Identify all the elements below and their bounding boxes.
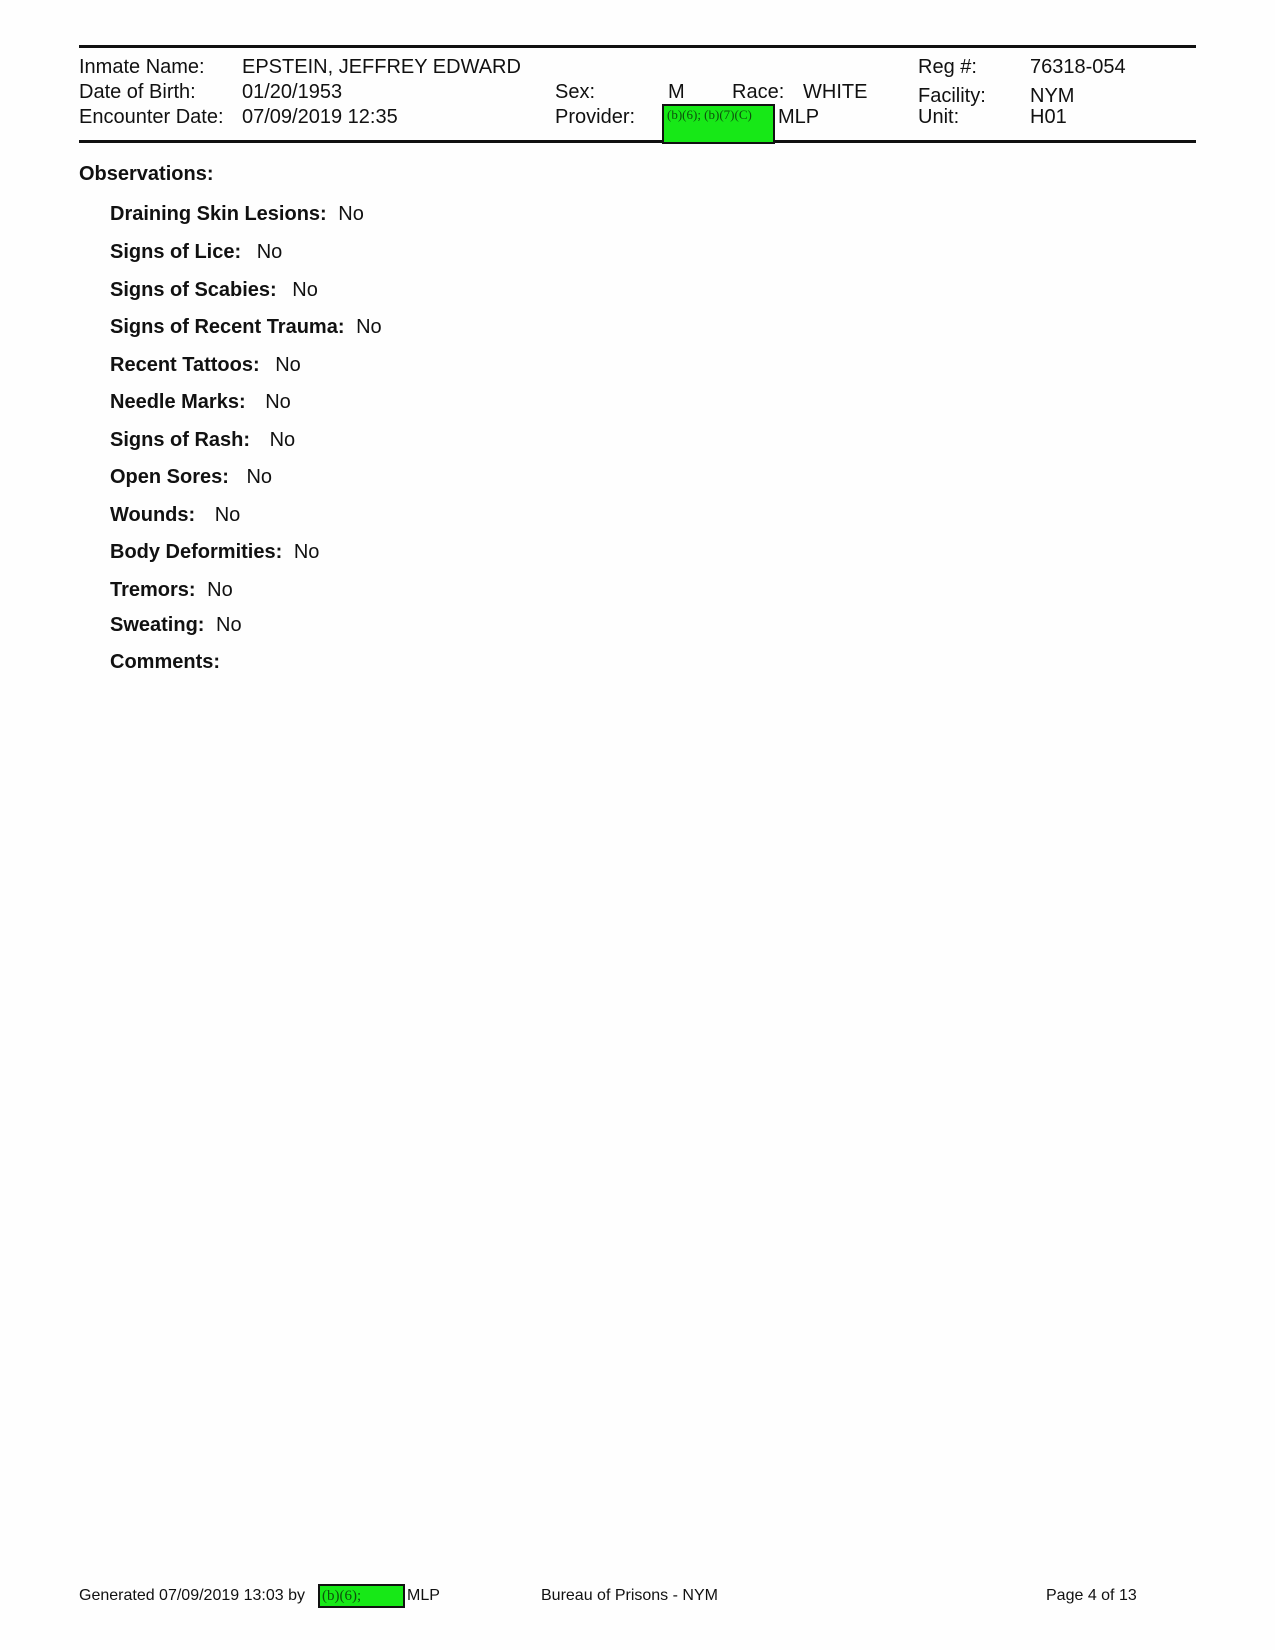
observation-value: No	[293, 541, 320, 563]
footer-redaction-box: (b)(6);	[318, 1584, 405, 1608]
comments-row	[110, 651, 220, 674]
reg-number-label: Reg #:	[918, 56, 977, 78]
observation-label: Signs of Recent Trauma:	[110, 316, 345, 338]
observation-value: No	[246, 466, 273, 488]
observation-value: No	[265, 391, 291, 413]
header-top-rule	[79, 45, 1196, 48]
reg-number-value: 76318-054	[1030, 56, 1126, 78]
observation-row	[110, 579, 233, 602]
race-label: Race:	[732, 81, 785, 103]
observation-value: No	[269, 429, 296, 451]
observation-row	[110, 279, 318, 302]
observation-label: Wounds:	[110, 504, 196, 526]
inmate-name-value: EPSTEIN, JEFFREY EDWARD	[242, 56, 521, 78]
facility-value: NYM	[1030, 85, 1075, 107]
footer-agency: Bureau of Prisons - NYM	[541, 1587, 718, 1604]
footer-generated-suffix: MLP	[407, 1587, 440, 1604]
observation-row	[110, 203, 364, 226]
unit-label: Unit:	[918, 106, 960, 128]
observation-value: No	[216, 614, 242, 636]
observation-row	[110, 541, 319, 564]
observation-row	[110, 241, 282, 264]
observation-label: Sweating:	[110, 614, 205, 636]
provider-suffix: MLP	[778, 106, 820, 128]
comments-label: Comments:	[110, 651, 221, 673]
observation-row	[110, 429, 295, 452]
observation-row	[110, 466, 272, 489]
observation-label: Signs of Lice:	[110, 241, 242, 263]
observation-value: No	[207, 579, 233, 601]
sex-value: M	[668, 81, 685, 103]
observation-value: No	[256, 241, 283, 263]
provider-redaction-box: (b)(6); (b)(7)(C)	[662, 104, 775, 144]
observation-row	[110, 391, 291, 414]
dob-value: 01/20/1953	[242, 81, 343, 103]
race-value: WHITE	[803, 81, 868, 103]
observation-row	[110, 354, 301, 377]
inmate-name-label: Inmate Name:	[79, 56, 205, 78]
dob-label: Date of Birth:	[79, 81, 196, 103]
encounter-date-label: Encounter Date:	[79, 106, 224, 128]
observation-label: Open Sores:	[110, 466, 229, 488]
facility-label: Facility:	[918, 85, 986, 107]
observation-row	[110, 504, 240, 527]
encounter-date-value: 07/09/2019 12:35	[242, 106, 398, 128]
footer-page-number: Page 4 of 13	[1046, 1587, 1137, 1604]
observation-label: Tremors:	[110, 579, 196, 601]
footer-generated-text: Generated 07/09/2019 13:03 by	[79, 1587, 305, 1604]
observation-label: Body Deformities:	[110, 541, 283, 563]
observation-value: No	[292, 279, 318, 301]
observation-label: Needle Marks:	[110, 391, 246, 413]
observation-label: Signs of Scabies:	[110, 279, 277, 301]
provider-label: Provider:	[555, 106, 636, 128]
observation-label: Draining Skin Lesions:	[110, 203, 327, 225]
unit-value: H01	[1030, 106, 1067, 128]
observation-label: Signs of Rash:	[110, 429, 251, 451]
observations-title: Observations:	[79, 163, 214, 185]
observation-row	[110, 614, 242, 637]
observation-row	[110, 316, 382, 339]
header-bottom-rule	[79, 140, 1196, 143]
observation-value: No	[338, 203, 364, 225]
observation-label: Recent Tattoos:	[110, 354, 260, 376]
sex-label: Sex:	[555, 81, 596, 103]
observation-value: No	[214, 504, 241, 526]
observation-value: No	[275, 354, 301, 376]
observation-value: No	[356, 316, 382, 338]
